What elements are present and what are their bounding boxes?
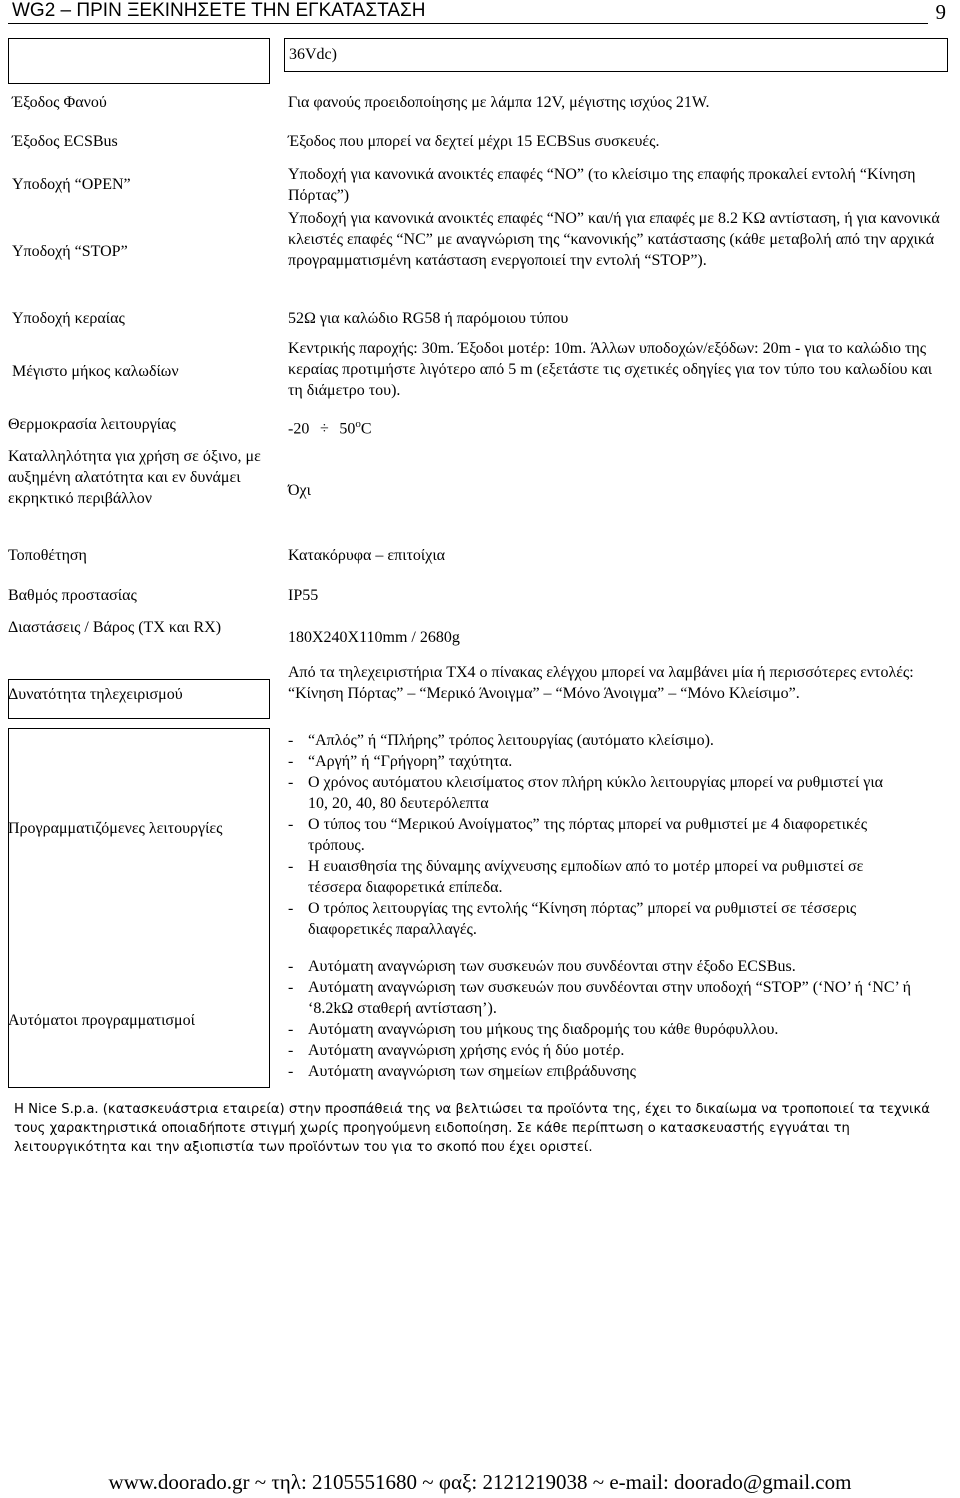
- programmable-item: - Ο τρόπος λειτουργίας της εντολής “Κίνηση πόρτας” μπορεί να ρυθμιστεί σε τέσσερις διαφορετικές παραλλαγές.: [288, 898, 888, 940]
- antenna-input-label: Υποδοχή κεραίας: [12, 310, 125, 327]
- flash-output-value: Για φανούς προειδοποίησης με λάμπα 12V, μέγιστης ισχύος 21W.: [288, 94, 710, 111]
- label-box-programs: [8, 728, 270, 1088]
- temperature-from: -20: [288, 420, 310, 438]
- antenna-input-value: 52Ω για καλώδιο RG58 ή παρόμοιου τύπου: [288, 310, 569, 327]
- automatic-label: Αυτόματοι προγραμματισμοί: [8, 1012, 195, 1029]
- contact-footer: www.doorado.gr ~ τηλ: 2105551680 ~ φαξ: 2121219038 ~ e-mail: doorado@gmail.com: [108, 1470, 852, 1494]
- programmable-item: - “Απλός” ή “Πλήρης” τρόπος λειτουργίας (αυτόματο κλείσιμο).: [288, 730, 888, 751]
- header-rule: [8, 23, 928, 24]
- voltage-tail: 36Vdc): [289, 46, 337, 63]
- disclaimer-note: Η Nice S.p.a. (κατασκευάστρια εταιρεία) στην προσπάθειά της να βελτιώσει τα προϊόντα της, έχει το δικαίωμα να τροποποιεί τα τεχνικά τους χαρακτηριστικά οποιαδήποτε στιγμή χωρίς προηγούμενη ειδοποίηση. Σε κάθε περίπτωση ο κατασκευαστής εγγυάται τη λειτουργικότητα και την αξιοπιστία των προϊόντων του για το σκοπό που έχει οριστεί.: [14, 1102, 930, 1155]
- automatic-item: - Αυτόματη αναγνώριση των συσκευών που συνδέονται στην έξοδο ECSBus.: [288, 956, 928, 977]
- automatic-item: - Αυτόματη αναγνώριση των σημείων επιβράδυνσης: [288, 1061, 928, 1082]
- mounting-label: Τοποθέτηση: [8, 547, 87, 564]
- programmable-item: - Ο χρόνος αυτόματου κλεισίματος στον πλήρη κύκλο λειτουργίας μπορεί να ρυθμιστεί για 10, 20, 40, 80 δευτερόλεπτα: [288, 772, 888, 814]
- temperature-unit: C: [360, 420, 372, 438]
- suitability-label: Καταλληλότητα για χρήση σε όξινο, με αυξημένη αλατότητα και εν δυνάμει εκρηκτικό περιβάλλον: [8, 448, 261, 507]
- open-input-label: Υποδοχή “OPEN”: [12, 176, 131, 193]
- programmable-label: Προγραμματιζόμενες λειτουργίες: [8, 820, 223, 837]
- programmable-item: - “Αργή” ή “Γρήγορη” ταχύτητα.: [288, 751, 888, 772]
- automatic-item: - Αυτόματη αναγνώριση χρήσης ενός ή δύο μοτέρ.: [288, 1040, 928, 1061]
- automatic-list: [288, 956, 928, 1082]
- temperature-to: 50: [339, 420, 356, 438]
- temperature-value: [288, 414, 948, 439]
- ecsbus-output-value: Έξοδος που μπορεί να δεχτεί μέχρι 15 ECBSus συσκευές.: [288, 133, 660, 150]
- programmable-item: - Η ευαισθησία της δύναμης ανίχνευσης εμποδίων από το μοτέρ μπορεί να ρυθμιστεί σε τέσσερα διαφορετικά επίπεδα.: [288, 856, 888, 898]
- range-symbol: ÷: [319, 420, 329, 438]
- page-number: 9: [935, 0, 946, 24]
- protection-value: IP55: [288, 587, 319, 604]
- remote-value: Από τα τηλεχειριστήρια TX4 ο πίνακας ελέγχου μπορεί να λαμβάνει μία ή περισσότερες εντολές: “Κίνηση Πόρτας” – “Μερικό Άνοιγμα” – “Μόνο Άνοιγμα” – “Μόνο Κλείσιμο”.: [288, 664, 914, 702]
- flash-output-label: Έξοδος Φανού: [12, 94, 107, 111]
- cable-length-label: Μέγιστο μήκος καλωδίων: [12, 363, 179, 380]
- temperature-label: Θερμοκρασία λειτουργίας: [8, 416, 176, 433]
- automatic-item: - Αυτόματη αναγνώριση των συσκευών που συνδέονται στην υποδοχή “STOP” (‘NO’ ή ‘NC’ ή ‘8.2kΩ σταθερή αντίσταση’).: [288, 977, 928, 1019]
- dimensions-value: 180X240X110mm / 2680g: [288, 629, 460, 646]
- protection-label: Βαθμός προστασίας: [8, 587, 137, 604]
- open-input-value: Υποδοχή για κανονικά ανοικτές επαφές “NO” (το κλείσιμο της επαφής προκαλεί εντολή “Κίνηση Πόρτας”): [288, 166, 916, 204]
- mounting-value: Κατακόρυφα – επιτοίχια: [288, 547, 446, 564]
- page-header: [8, 0, 952, 24]
- dimensions-label: Διαστάσεις / Βάρος (TX και RX): [8, 619, 222, 636]
- degree-sign: o: [355, 418, 361, 430]
- ecsbus-output-label: Έξοδος ECSBus: [12, 133, 118, 150]
- cable-length-value: Κεντρικής παροχής: 30m. Έξοδοι μοτέρ: 10m. Άλλων υποδοχών/εξόδων: 20m - για το καλώδιο της κεραίας προτιμήστε λιγότερο από 5 m (εξετάστε τις σχετικές οδηγίες για τον τύπο του καλωδίου και τη διάμετρο του).: [288, 340, 933, 399]
- remote-label: Δυνατότητα τηλεχειρισμού: [8, 686, 183, 703]
- stop-input-label: Υποδοχή “STOP”: [12, 243, 128, 260]
- suitability-value: Όχι: [288, 482, 311, 499]
- header-title: WG2 – ΠΡΙΝ ΞΕΚΙΝΗΣΕΤΕ ΤΗΝ ΕΓΚΑΤΑΣΤΑΣΗ: [12, 0, 426, 21]
- label-box-top: [8, 38, 270, 84]
- programmable-list: [288, 730, 888, 940]
- stop-input-value: Υποδοχή για κανονικά ανοικτές επαφές “NO” και/ή για επαφές με 8.2 ΚΩ αντίσταση, ή για κανονικά κλειστές επαφές “NC” με αναγνώριση της “κανονικής” κατάστασης (κάθε μεταβολή από την αρχικά προγραμματισμένη κατάσταση ενεργοποιεί την εντολή “STOP”).: [288, 210, 940, 269]
- programmable-item: - Ο τύπος του “Μερικού Ανοίγματος” της πόρτας μπορεί να ρυθμιστεί με 4 διαφορετικές τρόπους.: [288, 814, 888, 856]
- automatic-item: - Αυτόματη αναγνώριση του μήκους της διαδρομής του κάθε θυρόφυλλου.: [288, 1019, 928, 1040]
